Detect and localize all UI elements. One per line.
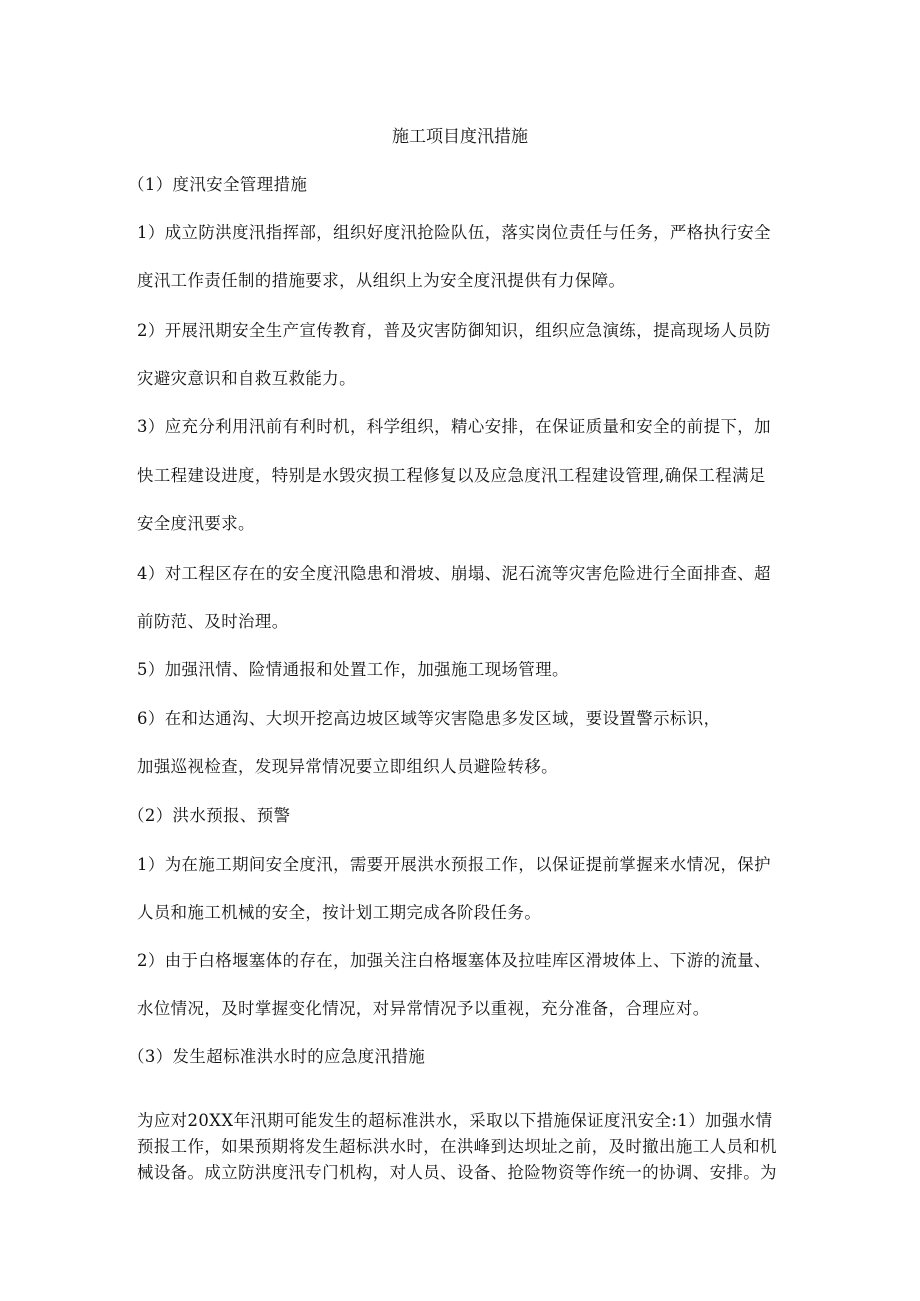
section-3-paragraph-line-3: 械设备。成立防洪度汛专门机构，对人员、设备、抢险物资等作统一的协调、安排。为 [137, 1163, 777, 1182]
section-3-heading: （3）发生超标准洪水时的应急度汛措施 [128, 1047, 426, 1066]
section-2-item-1-line-2: 人员和施工机械的安全，按计划工期完成各阶段任务。 [137, 903, 542, 922]
section-1-item-3-line-1: 3）应充分利用汛前有利时机，科学组织，精心安排，在保证质量和安全的前提下，加 [137, 417, 771, 436]
section-1-item-3-line-2: 快工程建设进度，特别是水毁灾损工程修复以及应急度汛工程建设管理,确保工程满足 [137, 466, 766, 485]
document-title: 施工项目度汛措施 [392, 127, 528, 147]
section-1-item-2-line-1: 2）开展汛期安全生产宣传教育，普及灾害防御知识，组织应急演练，提高现场人员防 [137, 321, 771, 340]
section-1-item-4-line-2: 前防范、及时治理。 [137, 612, 289, 631]
section-1-item-1-line-1: 1）成立防洪度汛指挥部，组织好度汛抢险队伍，落实岗位责任与任务，严格执行安全 [137, 223, 771, 242]
section-1-item-5: 5）加强汛情、险情通报和处置工作，加强施工现场管理。 [137, 660, 569, 679]
section-1-heading: （1）度汛安全管理措施 [128, 175, 308, 194]
section-1-item-1-line-2: 度汛工作责任制的措施要求，从组织上为安全度汛提供有力保障。 [137, 271, 626, 290]
section-1-item-6-line-1: 6）在和达通沟、大坝开挖高边坡区域等灾害隐患多发区域，要设置警示标识， [137, 709, 721, 728]
section-2-heading: （2）洪水预报、预警 [128, 806, 291, 825]
section-2-item-2-line-2: 水位情况，及时掌握变化情况，对异常情况予以重视，充分准备，合理应对。 [137, 999, 710, 1018]
section-2-item-2-line-1: 2）由于白格堰塞体的存在，加强关注白格堰塞体及拉哇库区滑坡体上、下游的流量、 [137, 951, 771, 970]
section-1-item-2-line-2: 灾避灾意识和自救互救能力。 [137, 369, 356, 388]
section-3-paragraph [137, 1108, 797, 1186]
section-1-item-4-line-1: 4）对工程区存在的安全度汛隐患和滑坡、崩塌、泥石流等灾害危险进行全面排查、超 [137, 564, 771, 583]
section-3-paragraph-line-2: 预报工作，如果预期将发生超标洪水时，在洪峰到达坝址之前，及时撤出施工人员和机 [137, 1137, 777, 1156]
section-1-item-3-line-3: 安全度汛要求。 [137, 514, 255, 533]
section-2-item-1-line-1: 1）为在施工期间安全度汛，需要开展洪水预报工作，以保证提前掌握来水情况，保护 [137, 855, 771, 874]
section-3-paragraph-line-1: 为应对20XX年汛期可能发生的超标准洪水，采取以下措施保证度汛安全:1）加强水情 [137, 1111, 773, 1130]
section-1-item-6-line-2: 加强巡视检查，发现异常情况要立即组织人员避险转移。 [137, 757, 559, 776]
